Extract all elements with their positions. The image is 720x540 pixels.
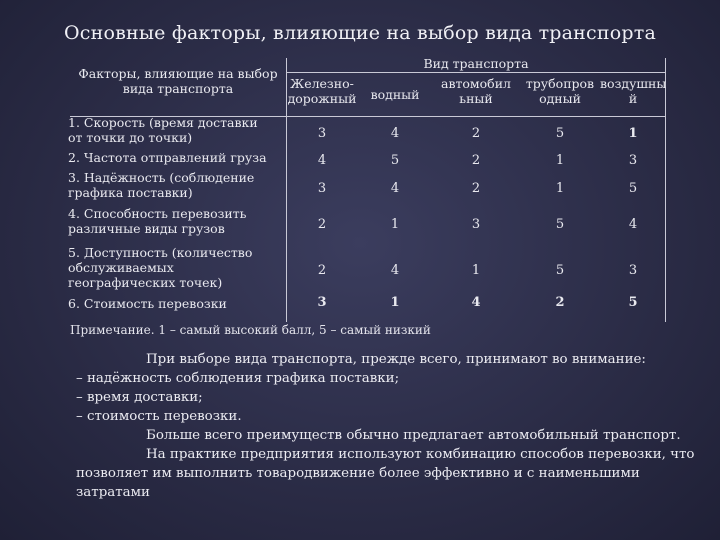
slide-title: Основные факторы, влияющие на выбор вида транспорта xyxy=(63,22,656,44)
transport-factors-table xyxy=(70,58,666,322)
score-cell: 5 xyxy=(390,152,400,168)
factor-column-header: Факторы, влияющие на выбор вида транспорта xyxy=(78,66,278,96)
column-header-line: дорожный xyxy=(287,91,357,106)
column-header xyxy=(600,76,666,106)
grid-line-horizontal xyxy=(286,72,666,73)
table-note: Примечание. 1 – самый высокий балл, 5 – самый низкий xyxy=(70,323,431,337)
factor-cell xyxy=(68,206,282,236)
factor-cell xyxy=(68,115,282,145)
column-header xyxy=(286,76,358,106)
factor-cell-line: географических точек) xyxy=(68,274,223,290)
body-paragraph: Больше всего преимуществ обычно предлагает автомобильный транспорт. xyxy=(146,428,681,443)
score-cell: 2 xyxy=(555,295,565,310)
score-cell: 5 xyxy=(555,125,565,141)
factor-cell-line: 6. Стоимость перевозки xyxy=(68,296,227,311)
column-header-line: одный xyxy=(539,91,581,106)
score-cell: 1 xyxy=(390,295,400,310)
factor-cell-line: 2. Частота отправлений груза xyxy=(68,149,267,165)
factor-cell-line: 5. Доступность (количество xyxy=(68,244,253,260)
factor-cell-line: 1. Скорость (время доставки xyxy=(68,115,258,130)
column-header-line: ьный xyxy=(459,91,493,106)
score-cell: 3 xyxy=(628,262,638,278)
body-paragraph: – надёжность соблюдения графика поставки; xyxy=(76,371,400,386)
score-cell: 5 xyxy=(555,216,565,232)
score-cell: 2 xyxy=(317,216,327,232)
column-header-line: водный xyxy=(370,87,420,102)
column-header xyxy=(520,76,600,106)
score-cell: 3 xyxy=(317,295,327,310)
score-cell: 4 xyxy=(390,262,400,278)
score-cell: 4 xyxy=(628,216,638,232)
score-cell: 1 xyxy=(555,180,565,196)
column-header-line: автомобил xyxy=(441,76,511,91)
score-cell: 3 xyxy=(317,180,327,196)
factor-cell-line: графика поставки) xyxy=(68,185,193,200)
score-cell: 4 xyxy=(390,180,400,196)
column-header-line: й xyxy=(628,91,638,106)
score-cell: 2 xyxy=(317,262,327,278)
factor-cell xyxy=(68,150,282,165)
factor-cell-line: различные виды грузов xyxy=(68,221,225,236)
score-cell: 3 xyxy=(317,125,327,141)
factor-cell xyxy=(68,245,282,290)
column-header-line: воздушны xyxy=(600,76,667,91)
score-cell: 1 xyxy=(471,262,481,278)
score-cell: 4 xyxy=(317,152,327,168)
score-cell: 1 xyxy=(390,216,400,232)
score-cell: 5 xyxy=(555,262,565,278)
score-cell: 1 xyxy=(628,125,638,141)
transport-type-header: Вид транспорта xyxy=(423,56,529,71)
factor-cell-line: обслуживаемых xyxy=(68,259,174,275)
factor-cell xyxy=(68,296,282,311)
factor-cell-line: 3. Надёжность (соблюдение xyxy=(68,170,255,185)
body-paragraph: – время доставки; xyxy=(76,390,203,405)
column-header xyxy=(358,87,432,102)
score-cell: 2 xyxy=(471,125,481,141)
factor-cell-line: 4. Способность перевозить xyxy=(68,206,247,221)
score-cell: 4 xyxy=(390,125,400,141)
column-header xyxy=(432,76,520,106)
body-paragraph: На практике предприятия используют комбинацию способов перевозки, что позволяет им выполнить товародвижение более эффективно и с наименьшими затратами xyxy=(76,447,695,500)
score-cell: 5 xyxy=(628,295,638,310)
score-cell: 3 xyxy=(628,152,638,168)
body-paragraph: При выборе вида транспорта, прежде всего, принимают во внимание: xyxy=(146,352,646,367)
score-cell: 3 xyxy=(471,216,481,232)
body-text xyxy=(76,350,696,502)
column-header-line: Железно- xyxy=(290,76,354,91)
score-cell: 2 xyxy=(471,152,481,168)
body-paragraph: – стоимость перевозки. xyxy=(76,409,242,424)
score-cell: 2 xyxy=(471,180,481,196)
score-cell: 5 xyxy=(628,180,638,196)
column-header-line: трубопров xyxy=(525,76,595,91)
score-cell: 1 xyxy=(555,152,565,168)
score-cell: 4 xyxy=(471,295,481,310)
factor-cell xyxy=(68,170,282,200)
factor-cell-line: от точки до точки) xyxy=(68,130,193,145)
